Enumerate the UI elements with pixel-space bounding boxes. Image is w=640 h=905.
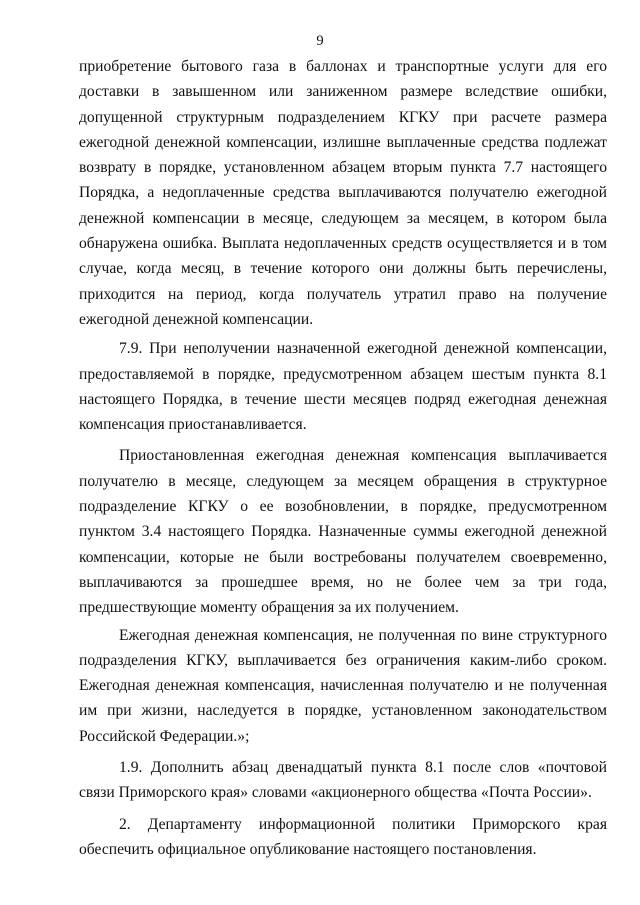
document-body — [79, 54, 607, 862]
paragraph-suspended-compensation: Приостановленная ежегодная денежная компенсация выплачивается получателю в месяце, следующем за месяцем обращения в структурное подразделение КГКУ о ее возобновлении, в порядке, предусмотренном пунктом 3.4 настоящего Порядка. Назначенные суммы ежегодной денежной компенсации, которые не были востребованы получателем своевременно, выплачиваются за прошедшее время, но не более чем за три года, предшествующие моменту обращения за их получением. — [79, 447, 607, 617]
paragraph-2-publication: 2. Департаменту информационной политики Приморского края обеспечить официальное опубликование настоящего постановления. — [79, 815, 607, 858]
paragraph-1-9: 1.9. Дополнить абзац двенадцатый пункта 8.1 после слов «почтовой связи Приморского края» словами «акционерного общества «Почта России». — [79, 759, 607, 802]
paragraph-kgku-fault: Ежегодная денежная компенсация, не полученная по вине структурного подразделения КГКУ, выплачивается без ограничения каким-либо сроком. Ежегодная денежная компенсация, начисленная получателю и не полученная им при жизни, наследуется в порядке, установленном законодательством Российской Федерации.»; — [79, 626, 607, 745]
paragraph-continuation: приобретение бытового газа в баллонах и транспортные услуги для его доставки в завышенном или заниженном размере вследствие ошибки, допущенной структурным подразделением КГКУ при расчете размера ежегодной денежной компенсации, излишне выплаченные средства подлежат возврату в порядке, установленном абзацем вторым пункта 7.7 настоящего Порядка, а недоплаченные средства выплачиваются получателю ежегодной денежной компенсации в месяце, следующем за месяцем, в котором была обнаружена ошибка. Выплата недоплаченных средств осуществляется и в том случае, когда месяц, в течение которого они должны быть перечислены, приходится на период, когда получатель утратил право на получение ежегодной денежной компенсации. — [79, 58, 607, 328]
page-number: 9 — [316, 33, 324, 49]
paragraph-7-9: 7.9. При неполучении назначенной ежегодной денежной компенсации, предоставляемой в порядке, предусмотренном абзацем шестым пункта 8.1 настоящего Порядка, в течение шести месяцев подряд ежегодная денежная компенсация приостанавливается. — [79, 340, 607, 434]
